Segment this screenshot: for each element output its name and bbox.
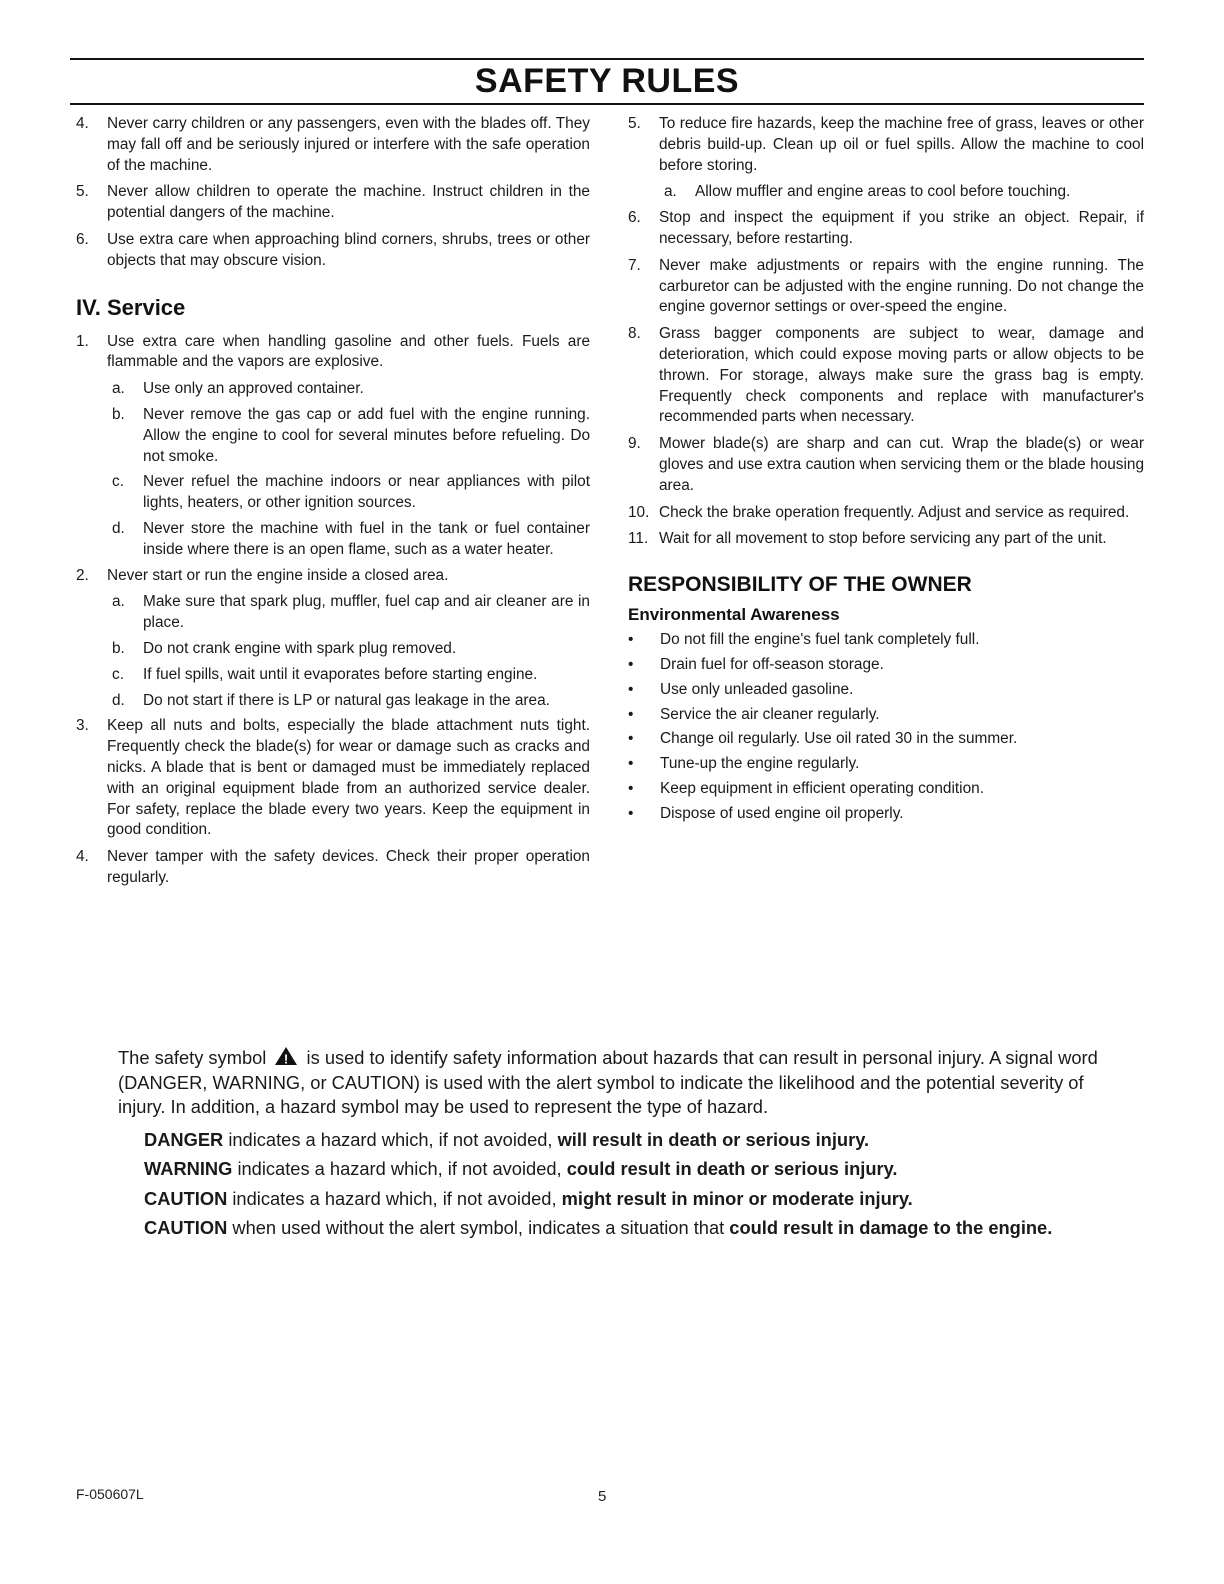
item-text: Never carry children or any passengers, even with the blades off. They may fall off and be seriously injured or interfere with the safe operation of the machine. bbox=[107, 115, 590, 174]
item-text: Never tamper with the safety devices. Check their proper operation regularly. bbox=[107, 848, 590, 886]
definition-emphasis: could result in damage to the engine. bbox=[729, 1217, 1053, 1238]
definition-text: indicates a hazard which, if not avoided, bbox=[227, 1187, 562, 1209]
rule-item bbox=[628, 114, 1144, 176]
bullet-item bbox=[628, 804, 1144, 825]
signal-word: DANGER bbox=[144, 1128, 224, 1150]
sub-item-text: Never refuel the machine indoors or near appliances with pilot lights, heaters, or other ignition sources. bbox=[143, 473, 590, 512]
bullet-dot: • bbox=[628, 680, 634, 698]
definition-emphasis: will result in death or serious injury. bbox=[557, 1128, 870, 1150]
signal-word: CAUTION bbox=[144, 1187, 228, 1209]
item-number: 2. bbox=[76, 566, 89, 584]
item-text: Never allow children to operate the machine. Instruct children in the potential dangers of the machine. bbox=[107, 183, 590, 222]
bullet-text: Do not fill the engine's fuel tank completely full. bbox=[660, 631, 980, 649]
rule-item bbox=[76, 847, 590, 889]
sub-item-letter: d. bbox=[112, 691, 125, 709]
sub-item-letter: c. bbox=[112, 665, 124, 683]
bullet-item bbox=[628, 754, 1144, 775]
sub-item-text: Do not start if there is LP or natural gas leakage in the area. bbox=[143, 691, 550, 709]
sub-item bbox=[76, 691, 590, 712]
rule-item bbox=[628, 324, 1144, 428]
item-number: 11. bbox=[628, 530, 649, 548]
bullet-dot: • bbox=[628, 705, 634, 723]
sub-item-text: Allow muffler and engine areas to cool before touching. bbox=[695, 183, 1071, 201]
sub-item bbox=[76, 472, 590, 514]
bullet-item bbox=[628, 779, 1144, 800]
bullet-dot: • bbox=[628, 755, 634, 773]
safety-symbol-explanation bbox=[118, 1046, 1108, 1246]
intro-text-end: is used to identify safety information about hazards that can result in personal injury. A signal word (DANGER, WARNING, or CAUTION) is used with the alert symbol to indicate the likelihood and the potential severity of injury. In addition, a hazard symbol may be used to represent the type of hazard. bbox=[118, 1047, 1098, 1117]
safety-intro-paragraph bbox=[118, 1046, 1108, 1120]
rule-item bbox=[628, 208, 1144, 250]
sub-item-letter: b. bbox=[112, 639, 125, 657]
item-number: 7. bbox=[628, 256, 641, 274]
bullet-text: Dispose of used engine oil properly. bbox=[660, 804, 904, 822]
page-title: SAFETY RULES bbox=[474, 62, 740, 100]
bullet-item bbox=[628, 729, 1144, 750]
environmental-awareness-subtitle: Environmental Awareness bbox=[628, 605, 840, 625]
sub-item bbox=[76, 665, 590, 686]
bullet-dot: • bbox=[628, 655, 634, 673]
safety-alert-icon bbox=[274, 1046, 298, 1066]
sub-item bbox=[76, 639, 590, 660]
item-number: 1. bbox=[76, 332, 89, 350]
bullet-dot: • bbox=[628, 779, 634, 797]
definition-text: indicates a hazard which, if not avoided, bbox=[223, 1128, 558, 1150]
rule-item bbox=[76, 230, 590, 272]
rule-item bbox=[76, 566, 590, 587]
sub-item-text: Do not crank engine with spark plug removed. bbox=[143, 639, 457, 657]
sub-item-letter: d. bbox=[112, 519, 125, 537]
bullet-text: Keep equipment in efficient operating condition. bbox=[660, 779, 984, 797]
bullet-dot: • bbox=[628, 631, 634, 649]
intro-text-start: The safety symbol bbox=[118, 1047, 267, 1068]
signal-word: WARNING bbox=[144, 1158, 233, 1179]
bullet-item bbox=[628, 680, 1144, 701]
definition-text: when used without the alert symbol, indicates a situation that bbox=[227, 1217, 730, 1238]
sub-item-letter: a. bbox=[112, 380, 125, 398]
bullet-text: Use only unleaded gasoline. bbox=[660, 680, 854, 698]
definition-emphasis: might result in minor or moderate injury. bbox=[561, 1187, 913, 1209]
rule-item bbox=[76, 332, 590, 374]
sub-item bbox=[76, 519, 590, 561]
bullet-text: Drain fuel for off-season storage. bbox=[660, 655, 884, 673]
caution-engine-definition bbox=[118, 1216, 1108, 1241]
responsibility-section-title: RESPONSIBILITY OF THE OWNER bbox=[628, 573, 972, 597]
bullet-dot: • bbox=[628, 730, 634, 748]
caution-definition bbox=[118, 1187, 1108, 1212]
bullet-dot: • bbox=[628, 804, 634, 822]
definition-text: indicates a hazard which, if not avoided, bbox=[232, 1158, 567, 1179]
item-number: 3. bbox=[76, 717, 89, 735]
item-text: Grass bagger components are subject to wear, damage and deterioration, which could expose moving parts or allow objects to be thrown. For storage, always make sure the grass bag is empty. Frequently check components and replace with manufacturer's recommended parts when necessary. bbox=[659, 325, 1144, 426]
item-number: 4. bbox=[76, 115, 89, 132]
sub-item-text: Never store the machine with fuel in the tank or fuel container inside where there is an open flame, such as a water heater. bbox=[143, 519, 590, 558]
bullet-text: Change oil regularly. Use oil rated 30 in the summer. bbox=[660, 730, 1018, 748]
item-text: Mower blade(s) are sharp and can cut. Wrap the blade(s) or wear gloves and use extra caution when servicing them or the blade housing area. bbox=[659, 435, 1144, 494]
item-text: Stop and inspect the equipment if you strike an object. Repair, if necessary, before restarting. bbox=[659, 209, 1144, 247]
sub-item bbox=[76, 592, 590, 634]
right-column bbox=[628, 114, 1144, 829]
item-number: 8. bbox=[628, 325, 641, 343]
sub-item-text: Make sure that spark plug, muffler, fuel cap and air cleaner are in place. bbox=[143, 593, 590, 632]
definition-emphasis: could result in death or serious injury. bbox=[566, 1158, 898, 1179]
item-number: 6. bbox=[76, 230, 89, 248]
item-text: To reduce fire hazards, keep the machine free of grass, leaves or other debris build-up. Clean up oil or fuel spills. Allow the machine to cool before storing. bbox=[659, 115, 1144, 174]
left-column bbox=[76, 114, 590, 895]
item-number: 6. bbox=[628, 209, 641, 227]
danger-definition bbox=[118, 1128, 1108, 1153]
sub-item-letter: a. bbox=[112, 593, 125, 611]
rule-item bbox=[628, 503, 1144, 524]
item-text: Never start or run the engine inside a closed area. bbox=[107, 566, 449, 584]
rule-item bbox=[76, 182, 590, 224]
rule-item bbox=[628, 529, 1144, 550]
bullet-text: Service the air cleaner regularly. bbox=[660, 705, 880, 723]
bullet-item bbox=[628, 630, 1144, 651]
document-code: F-050607L bbox=[76, 1486, 144, 1502]
rule-item bbox=[628, 256, 1144, 318]
item-text: Wait for all movement to stop before servicing any part of the unit. bbox=[659, 530, 1107, 548]
bullet-item bbox=[628, 655, 1144, 676]
item-text: Use extra care when handling gasoline and other fuels. Fuels are flammable and the vapors are explosive. bbox=[107, 332, 590, 371]
item-text: Use extra care when approaching blind corners, shrubs, trees or other objects that may obscure vision. bbox=[107, 230, 590, 269]
item-number: 5. bbox=[628, 115, 641, 132]
sub-item-letter: b. bbox=[112, 405, 125, 423]
sub-item bbox=[628, 182, 1144, 203]
rule-item bbox=[628, 434, 1144, 496]
warning-definition bbox=[118, 1157, 1108, 1182]
sub-item-text: Use only an approved container. bbox=[143, 380, 364, 398]
signal-word: CAUTION bbox=[144, 1217, 228, 1238]
rule-item bbox=[76, 716, 590, 841]
sub-item-text: Never remove the gas cap or add fuel with the engine running. Allow the engine to cool for several minutes before refueling. Do not smoke. bbox=[143, 405, 590, 465]
sub-item-letter: a. bbox=[664, 183, 677, 201]
item-number: 5. bbox=[76, 183, 89, 201]
sub-item bbox=[76, 379, 590, 400]
sub-item-text: If fuel spills, wait until it evaporates before starting engine. bbox=[143, 665, 538, 683]
service-section-title: IV. Service bbox=[76, 294, 186, 320]
header-bottom-rule bbox=[70, 103, 1144, 105]
alert-exclamation-glyph: ! bbox=[284, 1051, 289, 1066]
item-number: 9. bbox=[628, 435, 641, 453]
sub-item-letter: c. bbox=[112, 473, 124, 491]
bullet-text: Tune-up the engine regularly. bbox=[660, 755, 860, 773]
item-text: Never make adjustments or repairs with the engine running. The carburetor can be adjusted with the engine running. Do not change the engine governor settings or over-speed the engine. bbox=[659, 256, 1144, 316]
item-text: Keep all nuts and bolts, especially the blade attachment nuts tight. Frequently check the blade(s) for wear or damage such as cracks and nicks. A blade that is bent or damaged must be immediately replaced with an original equipment blade from an authorized service dealer. For safety, replace the blade every two years. Keep the equipment in good condition. bbox=[107, 717, 590, 839]
rule-item bbox=[76, 114, 590, 176]
item-number: 4. bbox=[76, 848, 89, 866]
bullet-item bbox=[628, 705, 1144, 726]
sub-item bbox=[76, 405, 590, 467]
item-text: Check the brake operation frequently. Adjust and service as required. bbox=[659, 503, 1130, 521]
item-number: 10. bbox=[628, 503, 650, 521]
page-number: 5 bbox=[598, 1488, 607, 1505]
